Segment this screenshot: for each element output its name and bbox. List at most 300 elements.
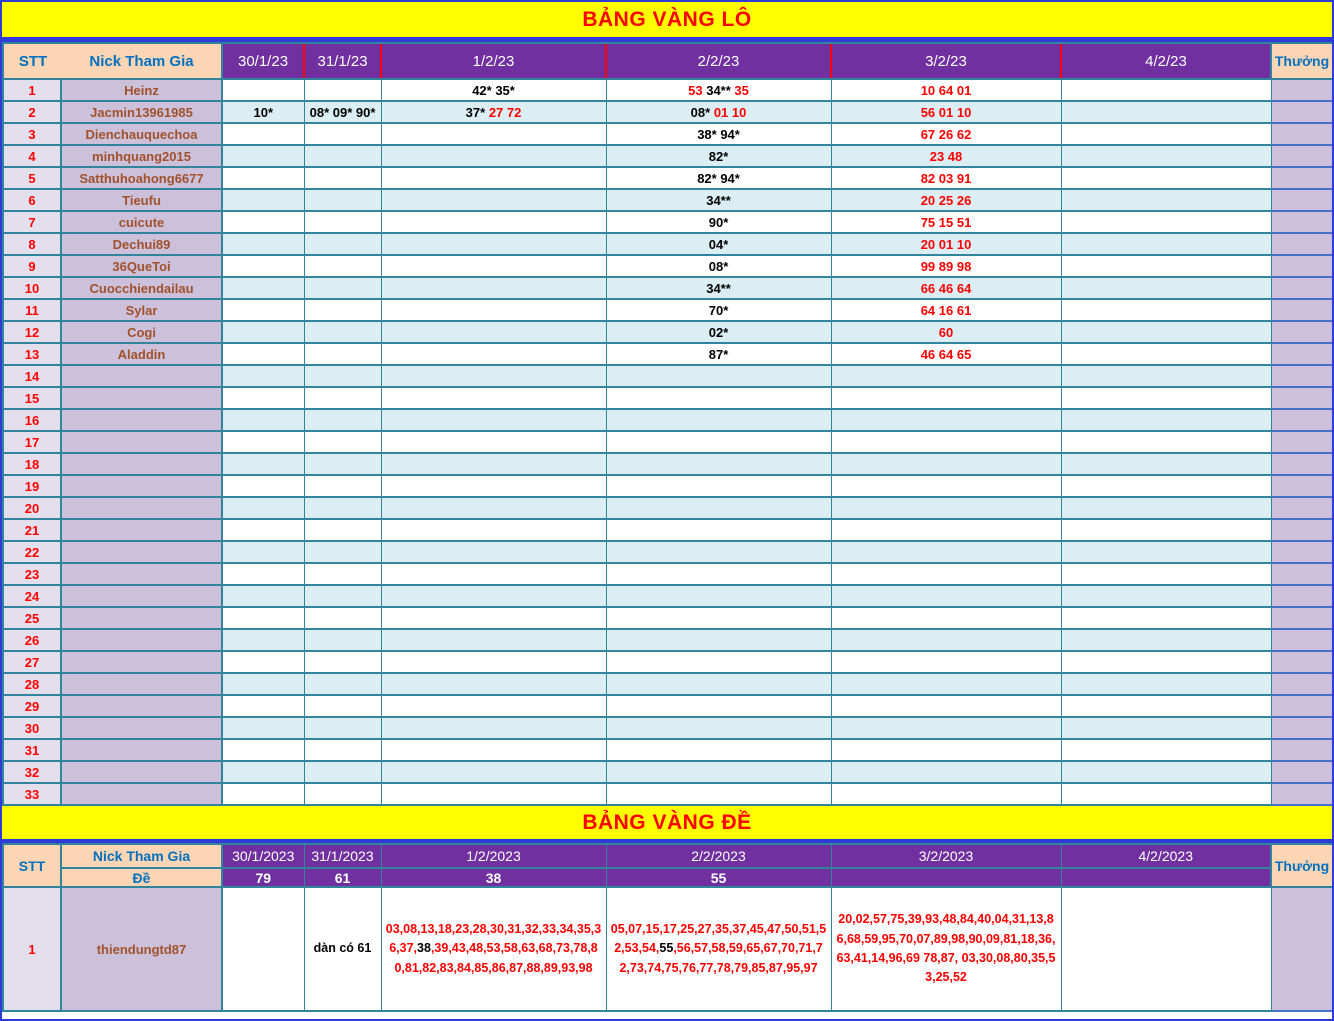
lo-data-cell-21-1[interactable]: [304, 519, 381, 541]
thuong-cell[interactable]: [1271, 453, 1333, 475]
lo-data-cell-33-0[interactable]: [222, 783, 304, 805]
thuong-cell[interactable]: [1271, 475, 1333, 497]
thuong-cell[interactable]: [1271, 321, 1333, 343]
lo-data-cell-15-4[interactable]: [831, 387, 1061, 409]
nick-cell[interactable]: Heinz: [61, 79, 222, 101]
lo-data-cell-6-0[interactable]: [222, 189, 304, 211]
lo-data-cell-3-2[interactable]: [381, 123, 606, 145]
lo-data-cell-27-5[interactable]: [1061, 651, 1271, 673]
lo-data-cell-23-4[interactable]: [831, 563, 1061, 585]
de-date-header-4[interactable]: 3/2/2023: [831, 844, 1061, 868]
lo-data-cell-1-0[interactable]: [222, 79, 304, 101]
lo-data-cell-19-3[interactable]: [606, 475, 831, 497]
lo-data-cell-28-2[interactable]: [381, 673, 606, 695]
lo-data-cell-22-5[interactable]: [1061, 541, 1271, 563]
nick-cell[interactable]: [61, 409, 222, 431]
nick-cell[interactable]: Satthuhoahong6677: [61, 167, 222, 189]
lo-data-cell-23-3[interactable]: [606, 563, 831, 585]
de-data-cell-2[interactable]: [381, 887, 606, 1011]
lo-data-cell-22-3[interactable]: [606, 541, 831, 563]
stt-cell[interactable]: 14: [3, 365, 61, 387]
de-data-cell-3[interactable]: [606, 887, 831, 1011]
thuong-cell[interactable]: [1271, 607, 1333, 629]
stt-cell[interactable]: 7: [3, 211, 61, 233]
de-data-cell-1[interactable]: [304, 887, 381, 1011]
nick-cell[interactable]: [61, 519, 222, 541]
lo-data-cell-32-1[interactable]: [304, 761, 381, 783]
stt-cell[interactable]: 26: [3, 629, 61, 651]
lo-data-cell-24-3[interactable]: [606, 585, 831, 607]
stt-cell[interactable]: 9: [3, 255, 61, 277]
stt-cell[interactable]: 12: [3, 321, 61, 343]
lo-data-cell-20-5[interactable]: [1061, 497, 1271, 519]
de-stt-header[interactable]: [3, 844, 61, 887]
lo-data-cell-21-2[interactable]: [381, 519, 606, 541]
lo-data-cell-29-5[interactable]: [1061, 695, 1271, 717]
de-value-3[interactable]: 55: [606, 868, 831, 887]
stt-cell[interactable]: 8: [3, 233, 61, 255]
nick-cell[interactable]: thiendungtd87: [61, 887, 222, 1011]
lo-data-cell-11-4[interactable]: [831, 299, 1061, 321]
lo-data-cell-16-1[interactable]: [304, 409, 381, 431]
lo-data-cell-12-2[interactable]: [381, 321, 606, 343]
stt-cell[interactable]: 1: [3, 887, 61, 1011]
lo-data-cell-31-0[interactable]: [222, 739, 304, 761]
thuong-cell[interactable]: [1271, 145, 1333, 167]
lo-data-cell-11-2[interactable]: [381, 299, 606, 321]
nick-cell[interactable]: Sylar: [61, 299, 222, 321]
lo-data-cell-11-1[interactable]: [304, 299, 381, 321]
nick-cell[interactable]: Dechui89: [61, 233, 222, 255]
de-date-header-0[interactable]: 30/1/2023: [222, 844, 304, 868]
stt-cell[interactable]: 21: [3, 519, 61, 541]
lo-data-cell-5-0[interactable]: [222, 167, 304, 189]
lo-data-cell-14-0[interactable]: [222, 365, 304, 387]
lo-data-cell-11-3[interactable]: [606, 299, 831, 321]
nick-cell[interactable]: [61, 761, 222, 783]
lo-date-header-4[interactable]: 3/2/23: [831, 43, 1061, 79]
thuong-cell[interactable]: [1271, 629, 1333, 651]
thuong-cell[interactable]: [1271, 123, 1333, 145]
lo-data-cell-24-0[interactable]: [222, 585, 304, 607]
lo-data-cell-10-1[interactable]: [304, 277, 381, 299]
lo-data-cell-13-2[interactable]: [381, 343, 606, 365]
lo-data-cell-5-3[interactable]: [606, 167, 831, 189]
de-date-header-1[interactable]: 31/1/2023: [304, 844, 381, 868]
thuong-cell[interactable]: [1271, 717, 1333, 739]
lo-data-cell-14-4[interactable]: [831, 365, 1061, 387]
lo-data-cell-26-2[interactable]: [381, 629, 606, 651]
lo-data-cell-4-5[interactable]: [1061, 145, 1271, 167]
lo-data-cell-25-4[interactable]: [831, 607, 1061, 629]
nick-cell[interactable]: Jacmin13961985: [61, 101, 222, 123]
lo-data-cell-33-1[interactable]: [304, 783, 381, 805]
stt-cell[interactable]: 3: [3, 123, 61, 145]
lo-data-cell-28-4[interactable]: [831, 673, 1061, 695]
lo-data-cell-4-3[interactable]: [606, 145, 831, 167]
thuong-cell[interactable]: [1271, 387, 1333, 409]
nick-cell[interactable]: Tieufu: [61, 189, 222, 211]
lo-data-cell-19-1[interactable]: [304, 475, 381, 497]
thuong-cell[interactable]: [1271, 409, 1333, 431]
lo-data-cell-5-5[interactable]: [1061, 167, 1271, 189]
lo-data-cell-21-5[interactable]: [1061, 519, 1271, 541]
lo-thuong-header[interactable]: [1271, 43, 1333, 79]
nick-cell[interactable]: [61, 453, 222, 475]
lo-data-cell-19-5[interactable]: [1061, 475, 1271, 497]
de-value-0[interactable]: 79: [222, 868, 304, 887]
de-data-cell-5[interactable]: [1061, 887, 1271, 1011]
lo-data-cell-1-3[interactable]: [606, 79, 831, 101]
de-value-4[interactable]: [831, 868, 1061, 887]
nick-cell[interactable]: [61, 739, 222, 761]
lo-data-cell-24-4[interactable]: [831, 585, 1061, 607]
nick-cell[interactable]: Aladdin: [61, 343, 222, 365]
thuong-cell[interactable]: [1271, 651, 1333, 673]
lo-data-cell-13-1[interactable]: [304, 343, 381, 365]
stt-cell[interactable]: 28: [3, 673, 61, 695]
lo-data-cell-29-0[interactable]: [222, 695, 304, 717]
nick-cell[interactable]: [61, 431, 222, 453]
lo-data-cell-3-1[interactable]: [304, 123, 381, 145]
thuong-cell[interactable]: [1271, 695, 1333, 717]
lo-data-cell-2-0[interactable]: [222, 101, 304, 123]
nick-cell[interactable]: [61, 497, 222, 519]
thuong-cell[interactable]: [1271, 783, 1333, 805]
lo-data-cell-23-5[interactable]: [1061, 563, 1271, 585]
lo-data-cell-7-1[interactable]: [304, 211, 381, 233]
lo-data-cell-18-4[interactable]: [831, 453, 1061, 475]
de-data-cell-0[interactable]: [222, 887, 304, 1011]
lo-data-cell-30-1[interactable]: [304, 717, 381, 739]
nick-cell[interactable]: [61, 387, 222, 409]
lo-data-cell-15-3[interactable]: [606, 387, 831, 409]
lo-data-cell-3-0[interactable]: [222, 123, 304, 145]
lo-data-cell-17-0[interactable]: [222, 431, 304, 453]
stt-cell[interactable]: 15: [3, 387, 61, 409]
lo-header-stt-nick[interactable]: [3, 43, 222, 79]
lo-data-cell-16-2[interactable]: [381, 409, 606, 431]
lo-data-cell-33-4[interactable]: [831, 783, 1061, 805]
stt-cell[interactable]: 17: [3, 431, 61, 453]
lo-data-cell-10-5[interactable]: [1061, 277, 1271, 299]
lo-data-cell-12-0[interactable]: [222, 321, 304, 343]
lo-data-cell-9-0[interactable]: [222, 255, 304, 277]
lo-data-cell-26-4[interactable]: [831, 629, 1061, 651]
nick-cell[interactable]: [61, 783, 222, 805]
lo-date-header-3[interactable]: 2/2/23: [606, 43, 831, 79]
lo-data-cell-28-3[interactable]: [606, 673, 831, 695]
de-value-5[interactable]: [1061, 868, 1271, 887]
lo-data-cell-20-0[interactable]: [222, 497, 304, 519]
lo-data-cell-2-5[interactable]: [1061, 101, 1271, 123]
stt-cell[interactable]: 27: [3, 651, 61, 673]
lo-data-cell-4-0[interactable]: [222, 145, 304, 167]
nick-cell[interactable]: Cuocchiendailau: [61, 277, 222, 299]
lo-data-cell-33-3[interactable]: [606, 783, 831, 805]
lo-data-cell-2-3[interactable]: [606, 101, 831, 123]
de-date-header-3[interactable]: 2/2/2023: [606, 844, 831, 868]
lo-data-cell-13-3[interactable]: [606, 343, 831, 365]
lo-data-cell-5-2[interactable]: [381, 167, 606, 189]
lo-date-header-2[interactable]: 1/2/23: [381, 43, 606, 79]
lo-data-cell-30-2[interactable]: [381, 717, 606, 739]
lo-data-cell-22-4[interactable]: [831, 541, 1061, 563]
lo-data-cell-30-4[interactable]: [831, 717, 1061, 739]
lo-data-cell-14-3[interactable]: [606, 365, 831, 387]
nick-cell[interactable]: [61, 607, 222, 629]
thuong-cell[interactable]: [1271, 365, 1333, 387]
lo-data-cell-2-4[interactable]: [831, 101, 1061, 123]
nick-cell[interactable]: 36QueToi: [61, 255, 222, 277]
lo-data-cell-13-4[interactable]: [831, 343, 1061, 365]
thuong-cell[interactable]: [1271, 739, 1333, 761]
lo-data-cell-9-4[interactable]: [831, 255, 1061, 277]
de-value-2[interactable]: 38: [381, 868, 606, 887]
stt-cell[interactable]: 32: [3, 761, 61, 783]
lo-data-cell-30-3[interactable]: [606, 717, 831, 739]
nick-cell[interactable]: [61, 365, 222, 387]
lo-data-cell-17-1[interactable]: [304, 431, 381, 453]
lo-data-cell-32-0[interactable]: [222, 761, 304, 783]
de-date-header-5[interactable]: 4/2/2023: [1061, 844, 1271, 868]
lo-data-cell-3-3[interactable]: [606, 123, 831, 145]
stt-cell[interactable]: 24: [3, 585, 61, 607]
nick-cell[interactable]: [61, 541, 222, 563]
de-data-cell-4[interactable]: [831, 887, 1061, 1011]
lo-data-cell-16-5[interactable]: [1061, 409, 1271, 431]
lo-data-cell-4-1[interactable]: [304, 145, 381, 167]
stt-cell[interactable]: 25: [3, 607, 61, 629]
lo-data-cell-7-4[interactable]: [831, 211, 1061, 233]
thuong-cell[interactable]: [1271, 255, 1333, 277]
thuong-cell[interactable]: [1271, 585, 1333, 607]
thuong-cell[interactable]: [1271, 211, 1333, 233]
lo-data-cell-23-0[interactable]: [222, 563, 304, 585]
lo-data-cell-19-2[interactable]: [381, 475, 606, 497]
lo-data-cell-17-4[interactable]: [831, 431, 1061, 453]
nick-cell[interactable]: cuicute: [61, 211, 222, 233]
lo-data-cell-1-4[interactable]: [831, 79, 1061, 101]
lo-data-cell-20-3[interactable]: [606, 497, 831, 519]
lo-data-cell-27-4[interactable]: [831, 651, 1061, 673]
lo-data-cell-27-2[interactable]: [381, 651, 606, 673]
lo-data-cell-8-3[interactable]: [606, 233, 831, 255]
lo-data-cell-8-0[interactable]: [222, 233, 304, 255]
lo-data-cell-16-4[interactable]: [831, 409, 1061, 431]
lo-data-cell-18-5[interactable]: [1061, 453, 1271, 475]
lo-data-cell-26-5[interactable]: [1061, 629, 1271, 651]
lo-data-cell-13-0[interactable]: [222, 343, 304, 365]
lo-data-cell-1-2[interactable]: [381, 79, 606, 101]
nick-cell[interactable]: [61, 475, 222, 497]
lo-data-cell-20-1[interactable]: [304, 497, 381, 519]
nick-cell[interactable]: [61, 629, 222, 651]
thuong-cell[interactable]: [1271, 431, 1333, 453]
lo-data-cell-9-3[interactable]: [606, 255, 831, 277]
nick-cell[interactable]: [61, 673, 222, 695]
thuong-cell[interactable]: [1271, 233, 1333, 255]
lo-data-cell-2-1[interactable]: [304, 101, 381, 123]
lo-data-cell-6-3[interactable]: [606, 189, 831, 211]
lo-data-cell-9-2[interactable]: [381, 255, 606, 277]
lo-data-cell-9-1[interactable]: [304, 255, 381, 277]
lo-data-cell-11-5[interactable]: [1061, 299, 1271, 321]
lo-data-cell-28-1[interactable]: [304, 673, 381, 695]
stt-cell[interactable]: 2: [3, 101, 61, 123]
stt-cell[interactable]: 4: [3, 145, 61, 167]
nick-cell[interactable]: [61, 563, 222, 585]
nick-cell[interactable]: Cogi: [61, 321, 222, 343]
thuong-cell[interactable]: [1271, 343, 1333, 365]
lo-data-cell-7-0[interactable]: [222, 211, 304, 233]
nick-cell[interactable]: minhquang2015: [61, 145, 222, 167]
stt-cell[interactable]: 11: [3, 299, 61, 321]
thuong-cell[interactable]: [1271, 299, 1333, 321]
lo-data-cell-25-5[interactable]: [1061, 607, 1271, 629]
lo-date-header-0[interactable]: 30/1/23: [222, 43, 304, 79]
lo-data-cell-24-2[interactable]: [381, 585, 606, 607]
lo-data-cell-17-5[interactable]: [1061, 431, 1271, 453]
lo-data-cell-9-5[interactable]: [1061, 255, 1271, 277]
lo-data-cell-21-3[interactable]: [606, 519, 831, 541]
lo-data-cell-18-2[interactable]: [381, 453, 606, 475]
lo-data-cell-11-0[interactable]: [222, 299, 304, 321]
lo-data-cell-25-3[interactable]: [606, 607, 831, 629]
lo-data-cell-28-0[interactable]: [222, 673, 304, 695]
lo-data-cell-12-3[interactable]: [606, 321, 831, 343]
lo-data-cell-1-1[interactable]: [304, 79, 381, 101]
thuong-cell[interactable]: [1271, 563, 1333, 585]
lo-data-cell-18-3[interactable]: [606, 453, 831, 475]
lo-data-cell-13-5[interactable]: [1061, 343, 1271, 365]
thuong-cell[interactable]: [1271, 541, 1333, 563]
lo-data-cell-10-3[interactable]: [606, 277, 831, 299]
lo-data-cell-21-4[interactable]: [831, 519, 1061, 541]
lo-data-cell-4-4[interactable]: [831, 145, 1061, 167]
lo-data-cell-6-4[interactable]: [831, 189, 1061, 211]
lo-data-cell-15-5[interactable]: [1061, 387, 1271, 409]
lo-data-cell-5-4[interactable]: [831, 167, 1061, 189]
nick-cell[interactable]: [61, 695, 222, 717]
thuong-cell[interactable]: [1271, 101, 1333, 123]
lo-data-cell-16-3[interactable]: [606, 409, 831, 431]
lo-data-cell-18-1[interactable]: [304, 453, 381, 475]
lo-data-cell-14-2[interactable]: [381, 365, 606, 387]
lo-data-cell-15-1[interactable]: [304, 387, 381, 409]
lo-data-cell-33-5[interactable]: [1061, 783, 1271, 805]
lo-data-cell-1-5[interactable]: [1061, 79, 1271, 101]
lo-data-cell-8-4[interactable]: [831, 233, 1061, 255]
de-value-1[interactable]: 61: [304, 868, 381, 887]
lo-data-cell-23-1[interactable]: [304, 563, 381, 585]
stt-cell[interactable]: 5: [3, 167, 61, 189]
de-label-cell[interactable]: [61, 868, 222, 887]
lo-data-cell-3-5[interactable]: [1061, 123, 1271, 145]
stt-cell[interactable]: 33: [3, 783, 61, 805]
lo-data-cell-10-2[interactable]: [381, 277, 606, 299]
lo-data-cell-30-5[interactable]: [1061, 717, 1271, 739]
lo-data-cell-5-1[interactable]: [304, 167, 381, 189]
lo-data-cell-7-2[interactable]: [381, 211, 606, 233]
lo-data-cell-32-2[interactable]: [381, 761, 606, 783]
lo-data-cell-27-3[interactable]: [606, 651, 831, 673]
nick-cell[interactable]: [61, 585, 222, 607]
lo-data-cell-31-4[interactable]: [831, 739, 1061, 761]
de-date-header-2[interactable]: 1/2/2023: [381, 844, 606, 868]
lo-data-cell-28-5[interactable]: [1061, 673, 1271, 695]
nick-cell[interactable]: Dienchauquechoa: [61, 123, 222, 145]
de-nick-header[interactable]: [61, 844, 222, 868]
lo-data-cell-22-0[interactable]: [222, 541, 304, 563]
nick-cell[interactable]: [61, 717, 222, 739]
lo-data-cell-25-0[interactable]: [222, 607, 304, 629]
stt-cell[interactable]: 23: [3, 563, 61, 585]
lo-data-cell-6-5[interactable]: [1061, 189, 1271, 211]
thuong-cell[interactable]: [1271, 189, 1333, 211]
lo-data-cell-30-0[interactable]: [222, 717, 304, 739]
lo-date-header-5[interactable]: 4/2/23: [1061, 43, 1271, 79]
lo-data-cell-29-2[interactable]: [381, 695, 606, 717]
lo-data-cell-7-3[interactable]: [606, 211, 831, 233]
lo-data-cell-32-4[interactable]: [831, 761, 1061, 783]
lo-data-cell-8-2[interactable]: [381, 233, 606, 255]
lo-data-cell-7-5[interactable]: [1061, 211, 1271, 233]
lo-data-cell-26-1[interactable]: [304, 629, 381, 651]
lo-data-cell-6-2[interactable]: [381, 189, 606, 211]
lo-data-cell-26-3[interactable]: [606, 629, 831, 651]
lo-data-cell-25-1[interactable]: [304, 607, 381, 629]
stt-cell[interactable]: 20: [3, 497, 61, 519]
lo-data-cell-20-4[interactable]: [831, 497, 1061, 519]
stt-cell[interactable]: 19: [3, 475, 61, 497]
lo-data-cell-2-2[interactable]: [381, 101, 606, 123]
thuong-cell[interactable]: [1271, 761, 1333, 783]
de-thuong-header[interactable]: [1271, 844, 1333, 887]
lo-data-cell-22-1[interactable]: [304, 541, 381, 563]
stt-cell[interactable]: 29: [3, 695, 61, 717]
lo-data-cell-10-0[interactable]: [222, 277, 304, 299]
lo-data-cell-32-5[interactable]: [1061, 761, 1271, 783]
thuong-cell[interactable]: [1271, 887, 1333, 1011]
lo-data-cell-19-0[interactable]: [222, 475, 304, 497]
lo-data-cell-31-1[interactable]: [304, 739, 381, 761]
thuong-cell[interactable]: [1271, 519, 1333, 541]
stt-cell[interactable]: 1: [3, 79, 61, 101]
lo-data-cell-27-1[interactable]: [304, 651, 381, 673]
lo-data-cell-29-1[interactable]: [304, 695, 381, 717]
lo-data-cell-12-1[interactable]: [304, 321, 381, 343]
lo-data-cell-18-0[interactable]: [222, 453, 304, 475]
lo-data-cell-20-2[interactable]: [381, 497, 606, 519]
lo-data-cell-14-1[interactable]: [304, 365, 381, 387]
lo-data-cell-29-4[interactable]: [831, 695, 1061, 717]
lo-data-cell-25-2[interactable]: [381, 607, 606, 629]
lo-data-cell-21-0[interactable]: [222, 519, 304, 541]
stt-cell[interactable]: 22: [3, 541, 61, 563]
thuong-cell[interactable]: [1271, 497, 1333, 519]
stt-cell[interactable]: 16: [3, 409, 61, 431]
stt-cell[interactable]: 31: [3, 739, 61, 761]
thuong-cell[interactable]: [1271, 673, 1333, 695]
lo-data-cell-3-4[interactable]: [831, 123, 1061, 145]
lo-data-cell-10-4[interactable]: [831, 277, 1061, 299]
thuong-cell[interactable]: [1271, 277, 1333, 299]
lo-data-cell-27-0[interactable]: [222, 651, 304, 673]
lo-data-cell-16-0[interactable]: [222, 409, 304, 431]
lo-data-cell-31-2[interactable]: [381, 739, 606, 761]
stt-cell[interactable]: 18: [3, 453, 61, 475]
